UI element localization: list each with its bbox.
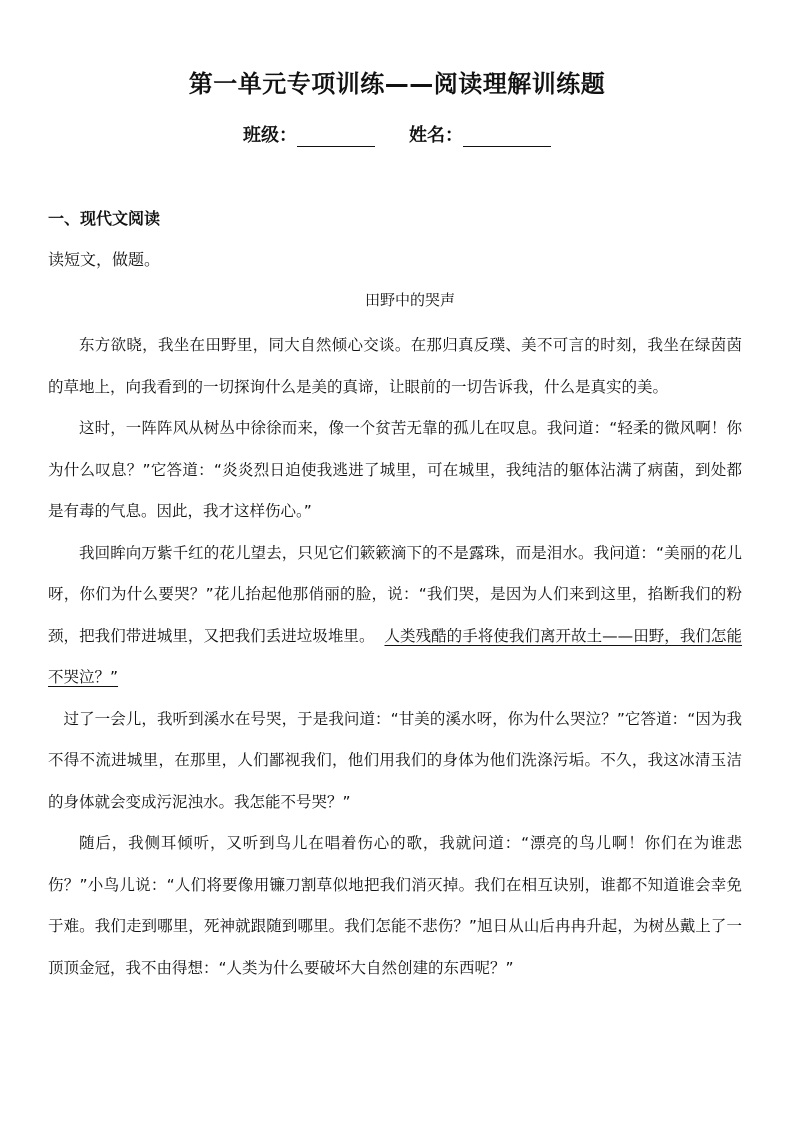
class-blank-field[interactable]: [297, 126, 375, 147]
paragraph: 过了一会儿，我听到溪水在号哭，于是我问道：“甘美的溪水呀，你为什么哭泣？”它答道：“因为我不得不流进城里，在那里，人们鄙视我们，他们用我们的身体为他们洗涤污垢。不久，我这冰清玉洁的身体就会变成污泥浊水。我怎能不号哭？”: [48, 709, 742, 811]
underlined-sentence: 人类残酷的手将使我们离开故土——田野，我们怎能不哭泣？”: [48, 626, 742, 686]
name-blank-field[interactable]: [463, 126, 551, 147]
class-label: 班级：: [243, 125, 297, 146]
paragraph: 随后，我侧耳倾听，又听到鸟儿在唱着伤心的歌，我就问道：“漂亮的鸟儿啊！你们在为谁悲伤？”小鸟儿说：“人们将要像用镰刀割草似地把我们消灭掉。我们在相互诀别，谁都不知道谁会幸免于难。我们走到哪里，死神就跟随到哪里。我们怎能不悲伤？”旭日从山后冉冉升起，为树丛戴上了一顶顶金冠，我不由得想：“人类为什么要破坏大自然创建的东西呢？”: [48, 834, 742, 977]
paragraph: 东方欲晓，我坐在田野里，同大自然倾心交谈。在那归真反璞、美不可言的时刻，我坐在绿茵茵的草地上，向我看到的一切探询什么是美的真谛，让眼前的一切告诉我，什么是真实的美。: [48, 336, 742, 396]
passage-body: [48, 325, 742, 989]
paragraph-text: 我回眸向万紫千红的花儿望去，只见它们簌簌滴下的不是露珠，而是泪水。我问道：“美丽的花儿呀，你们为什么要哭？”花儿抬起他那俏丽的脸，说：“我们哭，是因为人们来到这里，掐断我们的粉颈，把我们带进城里，又把我们丢进垃圾堆里。: [48, 543, 742, 645]
instruction-text: 读短文，做题。: [48, 250, 161, 269]
passage-title: 田野中的哭声: [364, 291, 455, 309]
section-heading: 一、现代文阅读: [48, 209, 161, 228]
page-title: 第一单元专项训练——阅读理解训练题: [188, 70, 606, 98]
name-label: 姓名：: [409, 125, 463, 146]
paragraph: 这时，一阵阵风从树丛中徐徐而来，像一个贫苦无靠的孤儿在叹息。我问道：“轻柔的微风啊！你为什么叹息？”它答道：“炎炎烈日迫使我逃进了城里，可在城里，我纯洁的躯体沾满了病菌，到处都是有毒的气息。因此，我才这样伤心。”: [48, 419, 742, 520]
student-info-line: [0, 121, 794, 147]
paragraph: [48, 533, 742, 699]
